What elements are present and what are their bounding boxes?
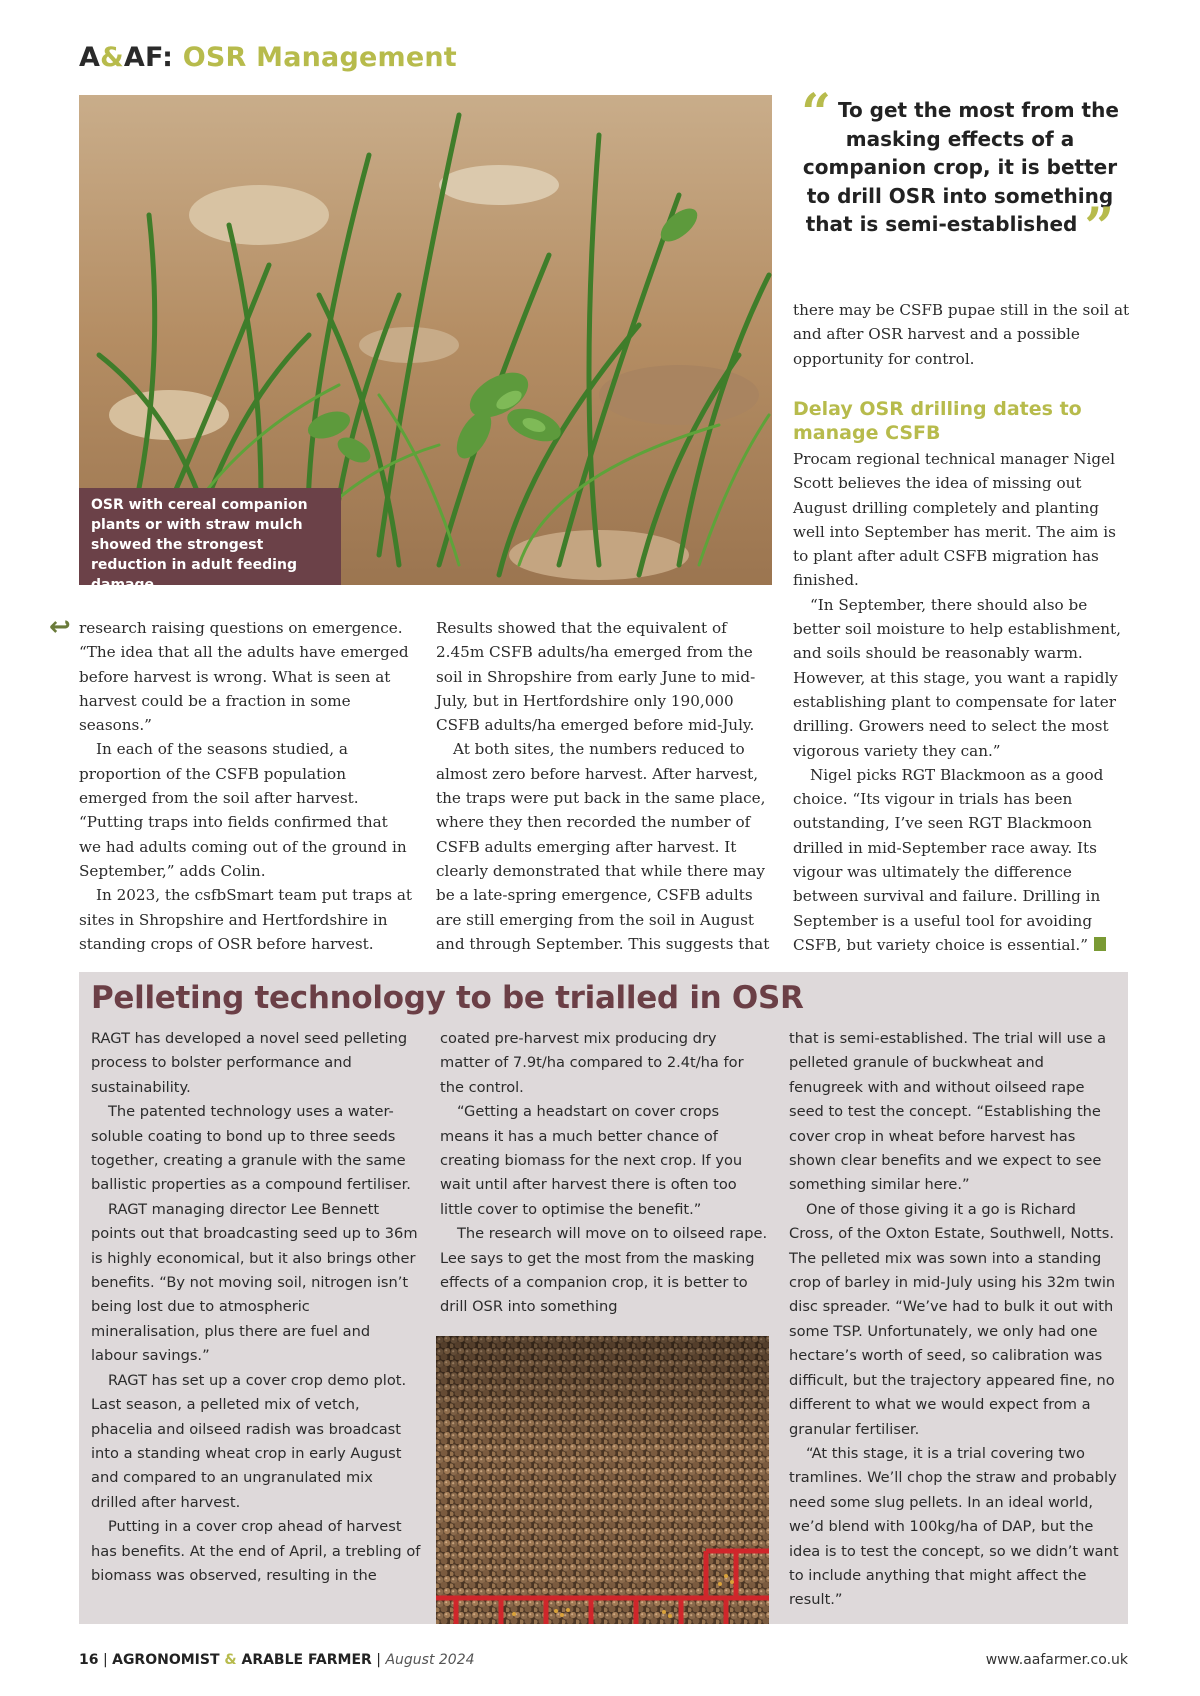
pelleted-seed-photo: [436, 1336, 769, 1624]
brand-af: AF:: [123, 42, 174, 73]
open-quote-mark: “: [801, 83, 832, 144]
pull-quote: [790, 83, 1130, 258]
magazine-name-amp: &: [224, 1652, 237, 1668]
paragraph: coated pre-harvest mix producing dry matter of 7.9t/ha compared to 2.4t/ha for the control.: [440, 1030, 744, 1096]
footer-separator: |: [376, 1652, 381, 1668]
paragraph: RAGT has developed a novel seed pelleting process to bolster performance and sustainability.: [91, 1030, 408, 1096]
paragraph: At both sites, the numbers reduced to almost zero before harvest. After harvest, the traps were put back in the same place, where they then recorded the number of CSFB adults emerging after harvest. It clearly demonstrated that while there may be a late-spring emergence, CSFB adults are still emerging from the soil in August and through September. This suggests that: [436, 740, 770, 953]
photo-caption: OSR with cereal companion plants or with straw mulch showed the strongest reduction in adult feeding damage: [79, 488, 341, 585]
paragraph: Putting in a cover crop ahead of harvest has benefits. At the end of April, a trebling of biomass was observed, resulting in the: [91, 1518, 421, 1584]
end-of-article-icon: [1094, 937, 1106, 951]
paragraph: there may be CSFB pupae still in the soil at and after OSR harvest and a possible opportunity for control.: [793, 301, 1130, 368]
paragraph: Results showed that the equivalent of 2.45m CSFB adults/ha emerged from the soil in Shropshire from early June to mid-July, but in Hertfordshire only 190,000 CSFB adults/ha emerged before mid-July.: [436, 619, 756, 735]
paragraph: “At this stage, it is a trial covering two tramlines. We’ll chop the straw and probably need some slug pellets. In an ideal world, we’d blend with 100kg/ha of DAP, but the idea is to test the concept, so we didn’t want to include anything that might affect the result.”: [789, 1444, 1119, 1609]
box-column-2: [440, 1027, 770, 1320]
paragraph: Procam regional technical manager Nigel Scott believes the idea of missing out August drilling completely and planting well into September has merit. The aim is to plant after adult CSFB migration has finished.: [793, 450, 1116, 590]
paragraph: that is semi-established. The trial will use a pelleted granule of buckwheat and fenugreek with and without oilseed rape seed to test the concept. “Establishing the cover crop in wheat before harvest has shown clear benefits and we expect to see something similar here.”: [789, 1030, 1107, 1194]
paragraph: In 2023, the csfbSmart team put traps at sites in Shropshire and Hertfordshire in standing crops of OSR before harvest.: [79, 886, 413, 953]
paragraph: The patented technology uses a water-soluble coating to bond up to three seeds together, creating a granule with the same ballistic properties as a compound fertiliser.: [91, 1103, 411, 1194]
continued-arrow-icon: ↩: [49, 612, 71, 642]
close-quote-mark: ”: [1084, 197, 1115, 258]
page-footer: [79, 1652, 1128, 1668]
article-column-3-top: [793, 298, 1133, 371]
paragraph: Nigel picks RGT Blackmoon as a good choice. “Its vigour in trials has been outstanding, I’ve seen RGT Blackmoon drilled in mid-September race away. Its vigour was ultimately the difference between survival and failure. Drilling in September is a useful tool for avoiding CSFB, but variety choice is essential.”: [793, 765, 1104, 954]
pellets-image: [436, 1336, 769, 1624]
brand-ampersand: &: [100, 42, 124, 73]
section-header: [79, 42, 457, 73]
article-column-3: [793, 397, 1133, 957]
sidebar-box: [79, 972, 1128, 1624]
page-number: 16: [79, 1652, 99, 1668]
pull-quote-text: To get the most from the masking effects of a companion crop, it is better to drill OSR into something that is semi-established: [802, 98, 1119, 236]
box-title: Pelleting technology to be trialled in OSR: [91, 980, 804, 1016]
magazine-name-b: ARABLE FARMER: [241, 1652, 372, 1668]
paragraph: “In September, there should also be better soil moisture to help establishment, and soils should be reasonably warm. However, at this stage, you want a rapidly establishing plant to compensate for later drilling. Growers need to select the most vigorous variety they can.”: [793, 595, 1121, 760]
article-column-2: [436, 616, 771, 956]
magazine-name: [112, 1652, 372, 1668]
subheading: Delay OSR drilling dates to manage CSFB: [793, 398, 1082, 444]
paragraph: The research will move on to oilseed rape. Lee says to get the most from the masking effects of a companion crop, it is better to drill OSR into something: [440, 1225, 768, 1316]
issue-date: August 2024: [385, 1652, 475, 1668]
magazine-name-a: AGRONOMIST: [112, 1652, 220, 1668]
paragraph: One of those giving it a go is Richard Cross, of the Oxton Estate, Southwell, Notts. The pelleted mix was sown into a standing crop of barley in mid-July using his 32m twin disc spreader. “We’ve had to bulk it out with some TSP. Unfortunately, we only had one hectare’s worth of seed, so calibration was difficult, but the trajectory appeared fine, no different to what we would expect from a granular fertiliser.: [789, 1200, 1116, 1438]
paragraph: RAGT managing director Lee Bennett points out that broadcasting seed up to 36m is highly economical, but it also brings other benefits. “By not moving soil, nitrogen isn’t being lost due to atmospheric mineralisation, plus there are fuel and labour savings.”: [91, 1200, 418, 1365]
footer-separator: |: [102, 1652, 108, 1668]
article-column-1: [79, 616, 414, 956]
paragraph: In each of the seasons studied, a proportion of the CSFB population emerged from the soil after harvest. “Putting traps into fields confirmed that we had adults coming out of the ground in September,” adds Colin.: [79, 740, 407, 880]
website-link[interactable]: www.aafarmer.co.uk: [985, 1652, 1128, 1668]
brand-a: A: [79, 42, 101, 73]
paragraph: RAGT has set up a cover crop demo plot. Last season, a pelleted mix of vetch, phacelia and oilseed radish was broadcast into a standing wheat crop in early August and compared to an ungranulated mix drilled after harvest.: [91, 1371, 407, 1511]
box-column-3: [789, 1027, 1119, 1613]
paragraph: research raising questions on emergence. “The idea that all the adults have emerged before harvest is wrong. What is seen at harvest could be a fraction in some seasons.”: [79, 619, 409, 735]
footer-left: [79, 1652, 1128, 1668]
paragraph: “Getting a headstart on cover crops means it has a much better chance of creating biomass for the next crop. If you wait until after harvest there is often too little cover to optimise the benefit.”: [440, 1103, 743, 1218]
box-column-1: [91, 1027, 421, 1588]
section-title: OSR Management: [182, 42, 457, 73]
